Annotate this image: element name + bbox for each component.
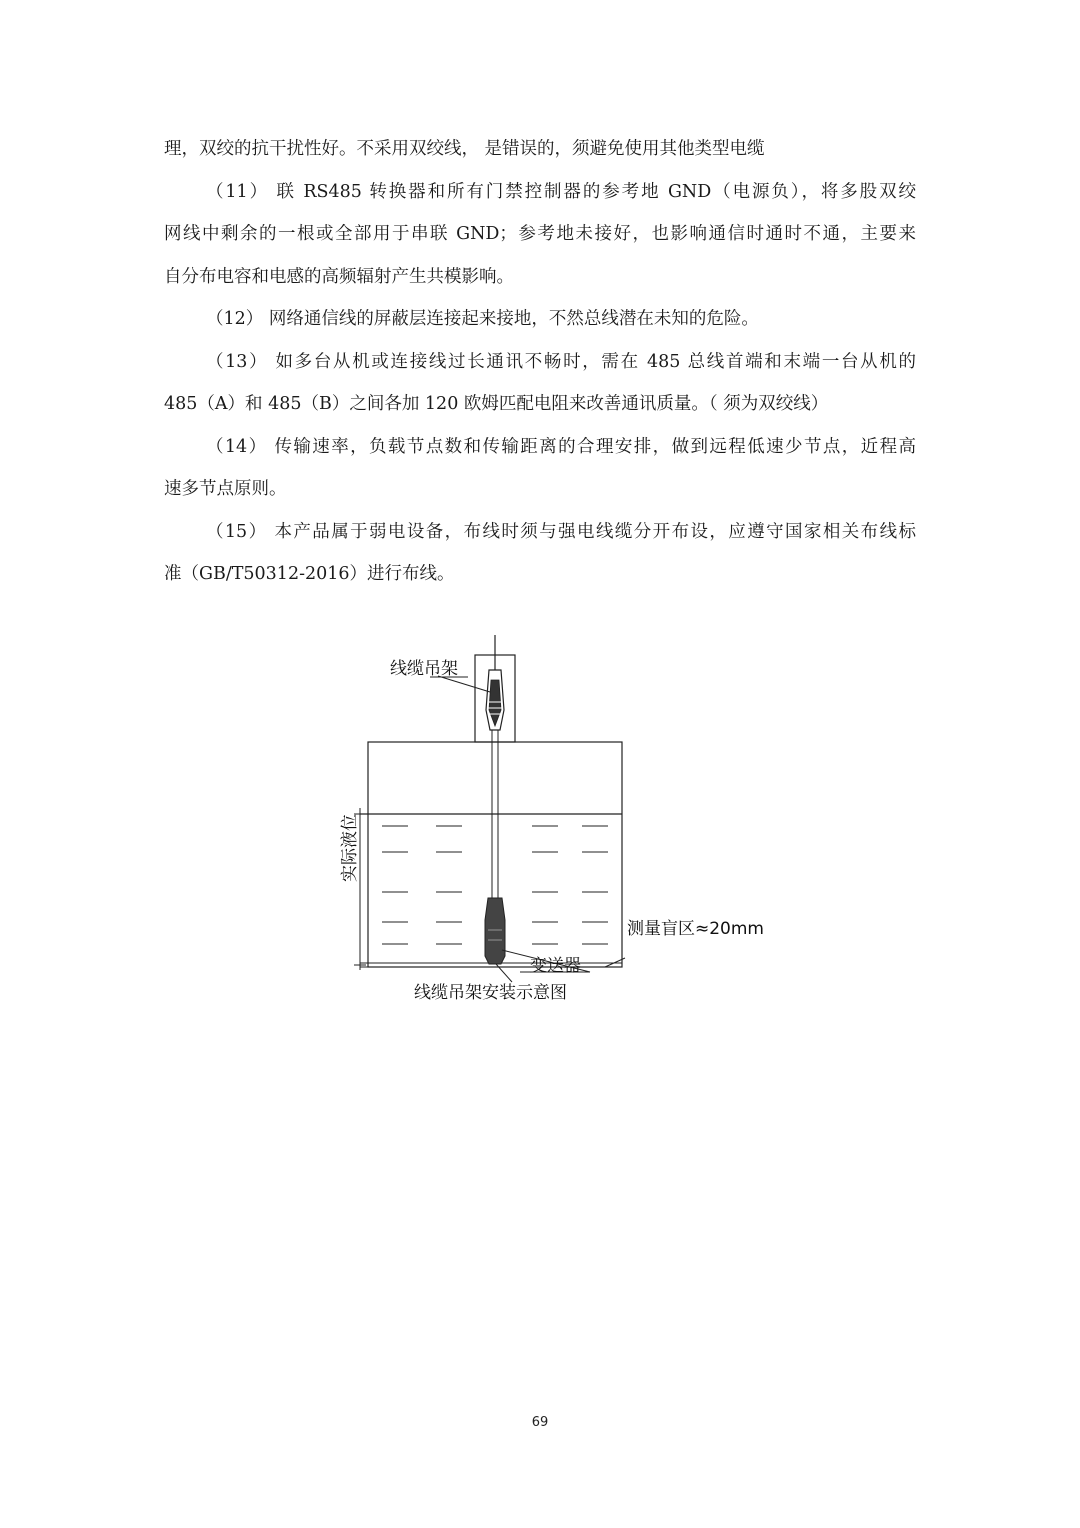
blind-zone-label: 测量盲区≈20mm	[627, 919, 764, 939]
paragraph-line: 理，双绞的抗干扰性好。不采用双绞线， 是错误的，须避免使用其他类型电缆	[164, 139, 765, 159]
paragraph-line: （12） 网络通信线的屏蔽层连接起来接地，不然总线潜在未知的危险。	[206, 309, 759, 329]
paragraph-line: （14） 传输速率，负载节点数和传输距离的合理安排，做到远程低速少节点，近程高	[206, 436, 916, 457]
paragraph-line: 网线中剩余的一根或全部用于串联 GND；参考地未接好，也影响通信时通时不通，主要来	[164, 224, 916, 244]
body-text	[164, 128, 916, 596]
paragraph-line: （15） 本产品属于弱电设备，布线时须与强电线缆分开布设，应遵守国家相关布线标	[206, 521, 916, 542]
paragraph-line: （11） 联 RS485 转换器和所有门禁控制器的参考地 GND（电源负），将多股双绞	[206, 181, 916, 202]
clamp-wedge-icon	[489, 680, 501, 726]
hanger-label: 线缆吊架	[390, 659, 458, 679]
diagram-svg	[320, 630, 780, 1010]
transmitter-probe-icon	[485, 898, 505, 964]
transmitter-label: 变送器	[530, 956, 581, 976]
paragraph-line: 速多节点原则。	[164, 479, 287, 499]
paragraph-line: 自分布电容和电感的高频辐射产生共模影响。	[164, 266, 514, 287]
cable-hanger-diagram	[320, 630, 780, 1010]
page-number: 69	[531, 1415, 549, 1430]
diagram-caption: 线缆吊架安装示意图	[414, 983, 567, 1003]
paragraph-line: （13） 如多台从机或连接线过长通讯不畅时，需在 485 总线首端和末端一台从机的	[206, 351, 916, 372]
paragraph-line: 准（GB/T50312-2016）进行布线。	[164, 564, 455, 584]
paragraph-line: 485（A）和 485（B）之间各加 120 欧姆匹配电阻来改善通讯质量。（ 须为双绞线）	[164, 394, 829, 414]
level-label: 实际液位	[340, 814, 360, 882]
